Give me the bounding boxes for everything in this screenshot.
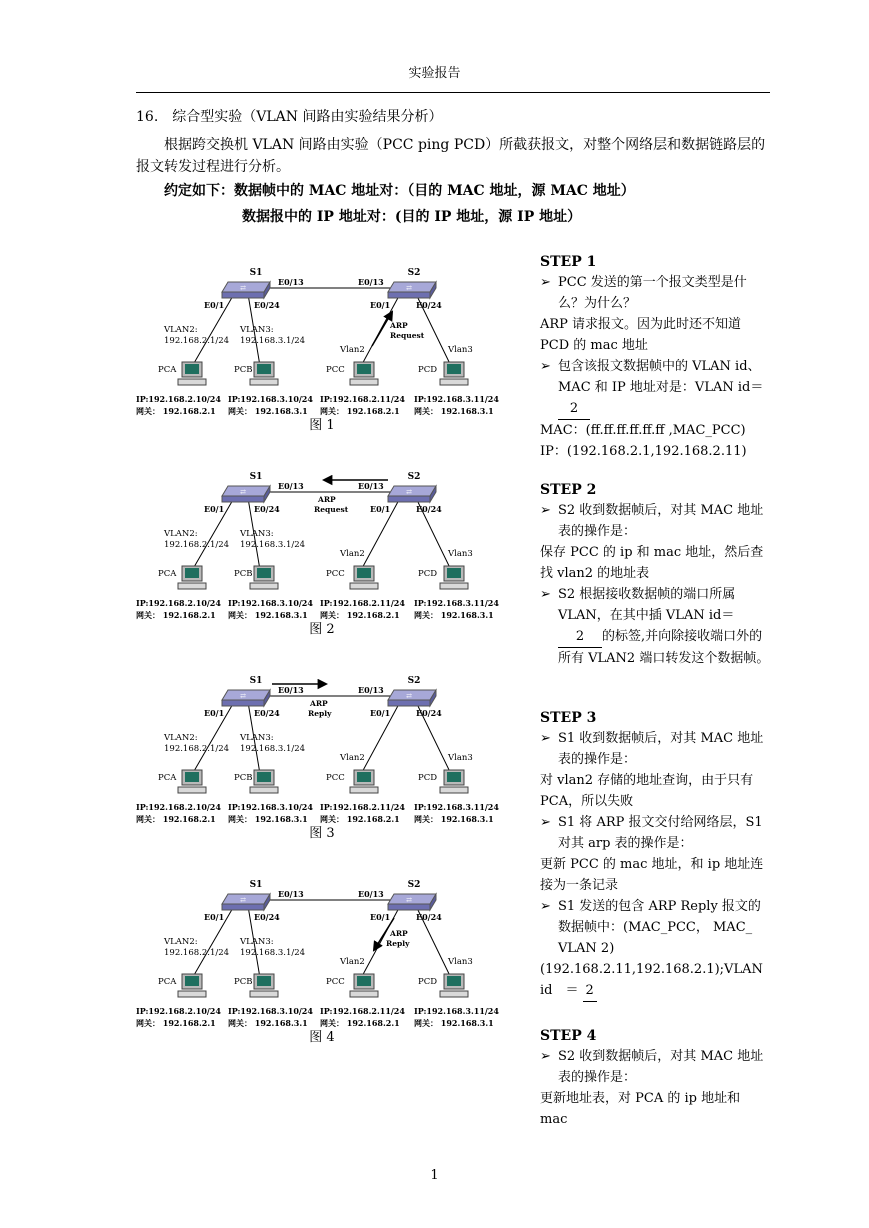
step-2-title: STEP 2 [540,482,597,498]
label-e013b: E0/13 [358,685,384,695]
pcb-computer-icon [250,566,278,589]
section-title: 16. 综合型实验（VLAN 间路由实验结果分析） [136,109,443,125]
label-s1: S1 [249,676,263,686]
label-pcagw: 网关： 192.168.2.1 [136,610,216,620]
pcc-computer-icon [350,974,378,997]
pcb-computer-icon [250,770,278,793]
label-vlan3: Vlan3 [448,549,473,559]
packet-direction-arrow [372,312,392,346]
label-e024a: E0/24 [254,708,280,718]
figure-2 [136,462,508,638]
label-pcdip: IP:192.168.3.11/24 [414,394,499,404]
label-e013a: E0/13 [278,889,304,899]
svg-text:⇄: ⇄ [240,896,246,904]
bullet-arrow-icon: ➢ [540,731,551,746]
label-pcb: PCB [234,977,253,987]
label-vlan3gwip: 192.168.3.1/24 [240,540,306,550]
step-1-question-1 [540,272,770,314]
step-3-answer-3 [540,959,776,1002]
label-vlan2gw: VLAN2: [164,325,198,335]
figure-1-caption: 图 1 [309,418,335,433]
label-e01b: E0/1 [370,504,391,514]
switch-s1-icon [222,894,270,910]
label-pcagw: 网关： 192.168.2.1 [136,1018,216,1028]
svg-text:⇄: ⇄ [240,284,246,292]
label-pcd: PCD [418,977,438,987]
svg-text:⇄: ⇄ [240,692,246,700]
step-1-title: STEP 1 [540,254,597,270]
step-4 [540,1026,770,1130]
label-vlan2gw: VLAN2: [164,937,198,947]
step-3-q1-text: S1 收到数据帧后，对其 MAC 地址表的操作是： [558,731,764,767]
label-pca: PCA [158,569,177,579]
bullet-arrow-icon: ➢ [540,503,551,518]
pca-computer-icon [178,974,206,997]
pca-computer-icon [178,362,206,385]
label-arp: ARP [390,929,408,938]
label-pca: PCA [158,773,177,783]
step-1 [540,252,770,462]
pcb-computer-icon [250,974,278,997]
pcc-computer-icon [350,770,378,793]
label-vlan3gw: VLAN3: [240,325,274,335]
label-pcc: PCC [326,365,345,375]
label-pcbgw: 网关： 192.168.3.1 [228,814,308,824]
label-e01a: E0/1 [204,708,225,718]
network-topology-diagram [136,666,508,842]
step-1-question-2 [540,356,770,420]
step-3-question-1 [540,728,770,770]
label-vlan2gwip: 192.168.2.1/24 [164,336,230,346]
label-s1: S1 [249,268,263,278]
step-2 [540,480,770,669]
step-3-title: STEP 3 [540,710,597,726]
section-intro: 根据跨交换机 VLAN 间路由实验（PCC ping PCD）所截获报文，对整个网络层和数据链路层的报文转发过程进行分析。 [136,137,766,175]
label-arp-reply: Reply [386,939,410,948]
label-e024a: E0/24 [254,912,280,922]
label-pccip: IP:192.168.2.11/24 [320,598,405,608]
label-pcdip: IP:192.168.3.11/24 [414,598,499,608]
pcc-computer-icon [350,566,378,589]
label-pcaip: IP:192.168.2.10/24 [136,598,221,608]
pcd-computer-icon [440,362,468,385]
label-pcagw: 网关： 192.168.2.1 [136,406,216,416]
step-4-question-1 [540,1046,770,1088]
label-vlan3: Vlan3 [448,345,473,355]
figure-2-caption: 图 2 [309,622,335,637]
page-header: 实验报告 [408,66,461,81]
svg-text:⇄: ⇄ [406,284,412,292]
label-e013b: E0/13 [358,481,384,491]
label-e024a: E0/24 [254,300,280,310]
step-2-question-1 [540,500,770,542]
label-s2: S2 [407,676,421,686]
step-2-q2-text: S2 根据接收数据帧的端口所属 VLAN，在其中插 VLAN id＝ [558,587,736,623]
label-pccip: IP:192.168.2.11/24 [320,802,405,812]
label-e01b: E0/1 [370,912,391,922]
bullet-arrow-icon: ➢ [540,1049,551,1064]
step-2-question-2 [540,584,770,669]
label-pcb: PCB [234,569,253,579]
switch-s2-icon [388,282,436,298]
label-pcb: PCB [234,365,253,375]
label-e013a: E0/13 [278,481,304,491]
pca-computer-icon [178,566,206,589]
label-arp-request: Request [390,331,425,340]
switch-s2-icon [388,486,436,502]
pcd-computer-icon [440,770,468,793]
label-s2: S2 [407,472,421,482]
svg-text:⇄: ⇄ [406,692,412,700]
label-s1: S1 [249,472,263,482]
label-s2: S2 [407,268,421,278]
label-pcdip: IP:192.168.3.11/24 [414,1006,499,1016]
label-pcbip: IP:192.168.3.10/24 [228,1006,313,1016]
label-pcdgw: 网关： 192.168.3.1 [414,1018,494,1028]
step-1-q2-text: 包含该报文数据帧中的 VLAN id、MAC 和 IP 地址对是：VLAN id＝ [558,359,764,395]
label-vlan2gwip: 192.168.2.1/24 [164,540,230,550]
switch-s2-icon [388,690,436,706]
label-pcc: PCC [326,977,345,987]
label-pcdgw: 网关： 192.168.3.1 [414,610,494,620]
label-pcbgw: 网关： 192.168.3.1 [228,1018,308,1028]
convention-mac: 约定如下：数据帧中的 MAC 地址对：（目的 MAC 地址，源 MAC 地址） [164,183,635,199]
label-e013a: E0/13 [278,685,304,695]
label-vlan2: Vlan2 [340,549,365,559]
label-pcbip: IP:192.168.3.10/24 [228,394,313,404]
label-arp-request: Request [314,505,349,514]
label-pcbgw: 网关： 192.168.3.1 [228,610,308,620]
step-3-q3-text: S1 发送的包含 ARP Reply 报文的数据帧中：(MAC_PCC， MAC_ VLAN 2) [558,899,761,956]
label-pcaip: IP:192.168.2.10/24 [136,394,221,404]
label-e013b: E0/13 [358,889,384,899]
label-pcagw: 网关： 192.168.2.1 [136,814,216,824]
switch-s1-icon [222,486,270,502]
label-pcc: PCC [326,773,345,783]
step-2-q1-text: S2 收到数据帧后，对其 MAC 地址表的操作是： [558,503,764,539]
figure-1 [136,258,508,434]
label-vlan3: Vlan3 [448,753,473,763]
label-vlan2: Vlan2 [340,753,365,763]
svg-text:⇄: ⇄ [406,488,412,496]
label-vlan2: Vlan2 [340,345,365,355]
bullet-arrow-icon: ➢ [540,815,551,830]
label-pcaip: IP:192.168.2.10/24 [136,1006,221,1016]
label-pcbip: IP:192.168.3.10/24 [228,802,313,812]
label-pcd: PCD [418,773,438,783]
step-4-answer-1: 更新地址表，对 PCA 的 ip 地址和 mac [540,1091,741,1127]
step-4-q1-text: S2 收到数据帧后，对其 MAC 地址表的操作是： [558,1049,764,1085]
pcd-computer-icon [440,566,468,589]
label-s1: S1 [249,880,263,890]
label-vlan3gw: VLAN3: [240,733,274,743]
label-s2: S2 [407,880,421,890]
label-pcbgw: 网关： 192.168.3.1 [228,406,308,416]
switch-s1-icon [222,690,270,706]
label-pccgw: 网关： 192.168.2.1 [320,814,400,824]
label-e01b: E0/1 [370,708,391,718]
label-vlan3gwip: 192.168.3.1/24 [240,948,306,958]
label-pca: PCA [158,977,177,987]
label-e024b: E0/24 [416,300,442,310]
label-arp: ARP [318,495,336,504]
label-e024b: E0/24 [416,912,442,922]
step-1-vlan-id: 2 [558,398,590,420]
label-vlan3gw: VLAN3: [240,937,274,947]
label-pcb: PCB [234,773,253,783]
step-3-vlan-id: 2 [583,980,597,1002]
label-arp: ARP [310,699,328,708]
pcc-computer-icon [350,362,378,385]
pca-computer-icon [178,770,206,793]
label-arp: ARP [390,321,408,330]
label-vlan3gwip: 192.168.3.1/24 [240,336,306,346]
label-e024b: E0/24 [416,504,442,514]
label-pcdgw: 网关： 192.168.3.1 [414,814,494,824]
svg-text:⇄: ⇄ [240,488,246,496]
label-vlan3gwip: 192.168.3.1/24 [240,744,306,754]
label-pccip: IP:192.168.2.11/24 [320,1006,405,1016]
network-topology-diagram [136,258,508,434]
step-1-mac-pair: MAC：(ff.ff.ff.ff.ff.ff ,MAC_PCC) [540,423,746,438]
convention-ip: 数据报中的 IP 地址对：(目的 IP 地址，源 IP 地址） [242,209,582,225]
label-pccgw: 网关： 192.168.2.1 [320,406,400,416]
header-rule [136,92,770,93]
label-e024a: E0/24 [254,504,280,514]
label-pcdgw: 网关： 192.168.3.1 [414,406,494,416]
label-e01b: E0/1 [370,300,391,310]
label-pcc: PCC [326,569,345,579]
figure-4 [136,870,508,1046]
pcb-computer-icon [250,362,278,385]
switch-s1-icon [222,282,270,298]
label-vlan3: Vlan3 [448,957,473,967]
label-vlan3gw: VLAN3: [240,529,274,539]
step-2-vlan-id: 2 [558,626,602,648]
label-pccgw: 网关： 192.168.2.1 [320,610,400,620]
step-2-q2-suffix: 的标签,并向除接收端口外的所有 VLAN2 端口转发这个数据帧。 [558,629,770,666]
step-3-question-3 [540,896,770,959]
label-pcbip: IP:192.168.3.10/24 [228,598,313,608]
label-vlan2: Vlan2 [340,957,365,967]
bullet-arrow-icon: ➢ [540,275,551,290]
label-e01a: E0/1 [204,912,225,922]
label-e013b: E0/13 [358,277,384,287]
label-vlan2gw: VLAN2: [164,733,198,743]
network-topology-diagram [136,870,508,1046]
label-e024b: E0/24 [416,708,442,718]
switch-s2-icon [388,894,436,910]
figure-3-caption: 图 3 [309,826,335,841]
label-pccip: IP:192.168.2.11/24 [320,394,405,404]
label-pcd: PCD [418,569,438,579]
label-e01a: E0/1 [204,504,225,514]
pcd-computer-icon [440,974,468,997]
bullet-arrow-icon: ➢ [540,359,551,374]
svg-text:⇄: ⇄ [406,896,412,904]
step-3-q2-text: S1 将 ARP 报文交付给网络层，S1 对其 arp 表的操作是： [558,815,763,851]
label-pcaip: IP:192.168.2.10/24 [136,802,221,812]
label-pcdip: IP:192.168.3.11/24 [414,802,499,812]
label-vlan2gw: VLAN2: [164,529,198,539]
network-topology-diagram [136,462,508,638]
step-4-title: STEP 4 [540,1028,597,1044]
step-3-a3-text: (192.168.2.11,192.168.2.1);VLAN id ＝ [540,962,776,998]
step-1-ip-pair: IP：(192.168.2.1,192.168.2.11) [540,444,747,459]
label-pca: PCA [158,365,177,375]
label-vlan2gwip: 192.168.2.1/24 [164,744,230,754]
step-3-question-2 [540,812,770,854]
label-arp-reply: Reply [308,709,332,718]
label-vlan2gwip: 192.168.2.1/24 [164,948,230,958]
step-1-q1-text: PCC 发送的第一个报文类型是什么？为什么？ [558,275,747,311]
label-pcd: PCD [418,365,438,375]
label-pccgw: 网关： 192.168.2.1 [320,1018,400,1028]
step-2-answer-1: 保存 PCC 的 ip 和 mac 地址，然后查找 vlan2 的地址表 [540,545,764,581]
step-3-answer-2: 更新 PCC 的 mac 地址，和 ip 地址连接为一条记录 [540,857,764,893]
page-number: 1 [430,1168,439,1183]
label-e013a: E0/13 [278,277,304,287]
step-3 [540,708,776,1002]
bullet-arrow-icon: ➢ [540,587,551,602]
bullet-arrow-icon: ➢ [540,899,551,914]
figure-3 [136,666,508,842]
figure-4-caption: 图 4 [309,1030,335,1045]
step-3-answer-1: 对 vlan2 存储的地址查询，由于只有 PCA，所以失败 [540,773,754,809]
label-e01a: E0/1 [204,300,225,310]
step-1-answer-1: ARP 请求报文。因为此时还不知道 PCD 的 mac 地址 [540,317,742,353]
